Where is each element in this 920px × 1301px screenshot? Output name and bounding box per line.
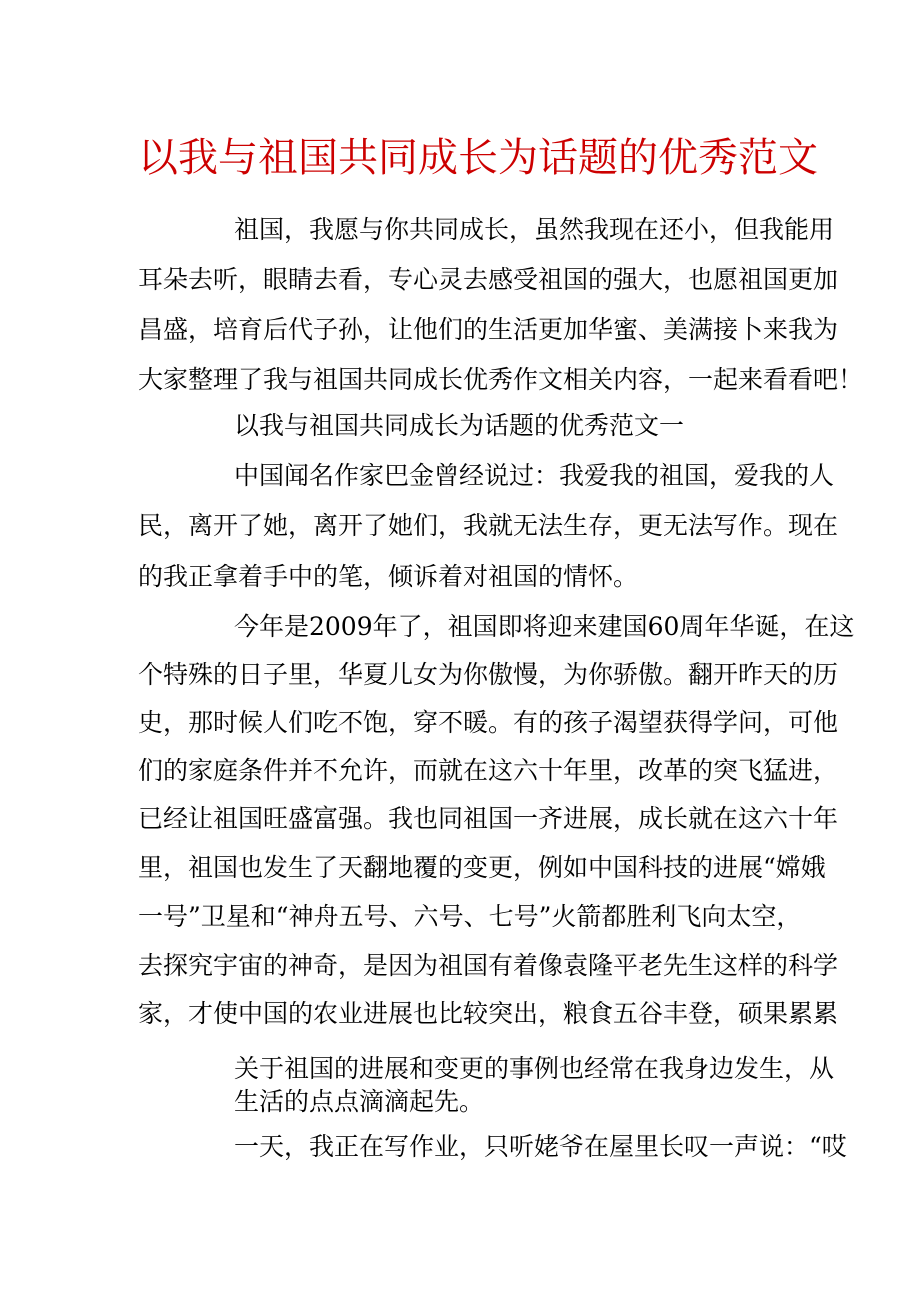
paragraph-line: 史，那时候人们吃不饱，穿不暖。有的孩子渴望获得学问，可他 bbox=[138, 708, 839, 737]
paragraph-line: 今年是2009年了，祖国即将迎来建国60周年华诞，在这 bbox=[234, 612, 855, 641]
paragraph-line: 耳朵去听，眼睛去看，专心灵去感受祖国的强大，也愿祖国更加 bbox=[138, 265, 839, 294]
paragraph-line: 的我正拿着手中的笔，倾诉着对祖国的情怀。 bbox=[138, 562, 639, 591]
paragraph-line: 一天，我正在写作业，只听姥爷在屋里长叹一声说：“哎 bbox=[234, 1132, 847, 1161]
paragraph-line: 中国闻名作家巴金曾经说过：我爱我的祖国，爱我的人 bbox=[234, 461, 835, 490]
paragraph-line: 已经让祖国旺盛富强。我也同祖国一齐进展，成长就在这六十年 bbox=[138, 804, 839, 833]
paragraph-line: 个特殊的日子里，华夏儿女为你傲慢，为你骄傲。翻开昨天的历 bbox=[138, 660, 839, 689]
paragraph-line: 大家整理了我与祖国共同成长优秀作文相关内容，一起来看看吧！ bbox=[138, 365, 864, 394]
paragraph-line: 祖国，我愿与你共同成长，虽然我现在还小，但我能用 bbox=[234, 215, 835, 244]
paragraph-line: 家，才使中国的农业进展也比较突出，粮食五谷丰登，硕果累累 bbox=[138, 999, 839, 1028]
paragraph-line: 们的家庭条件并不允许，而就在这六十年里，改革的突飞猛进， bbox=[138, 756, 839, 785]
document-title: 以我与祖国共同成长为话题的优秀范文 bbox=[138, 135, 818, 181]
paragraph-line: 去探究宇宙的神奇，是因为祖国有着像袁隆平老先生这样的科学 bbox=[138, 951, 839, 980]
paragraph-line: 一号”卫星和“神舟五号、六号、七号”火箭都胜利飞向太空， bbox=[138, 902, 802, 931]
paragraph-line: 民，离开了她，离开了她们，我就无法生存，更无法写作。现在 bbox=[138, 511, 839, 540]
paragraph-line: 里，祖国也发生了天翻地覆的变更，例如中国科技的进展“嫦娥 bbox=[138, 853, 826, 882]
section-heading: 以我与祖国共同成长为话题的优秀范文一 bbox=[234, 411, 685, 440]
paragraph-line: 生活的点点滴滴起先。 bbox=[234, 1087, 485, 1116]
paragraph-line: 关于祖国的进展和变更的事例也经常在我身边发生，从 bbox=[234, 1054, 835, 1083]
paragraph-line: 昌盛，培育后代子孙，让他们的生活更加华蜜、美满接卜来我为 bbox=[138, 315, 839, 344]
